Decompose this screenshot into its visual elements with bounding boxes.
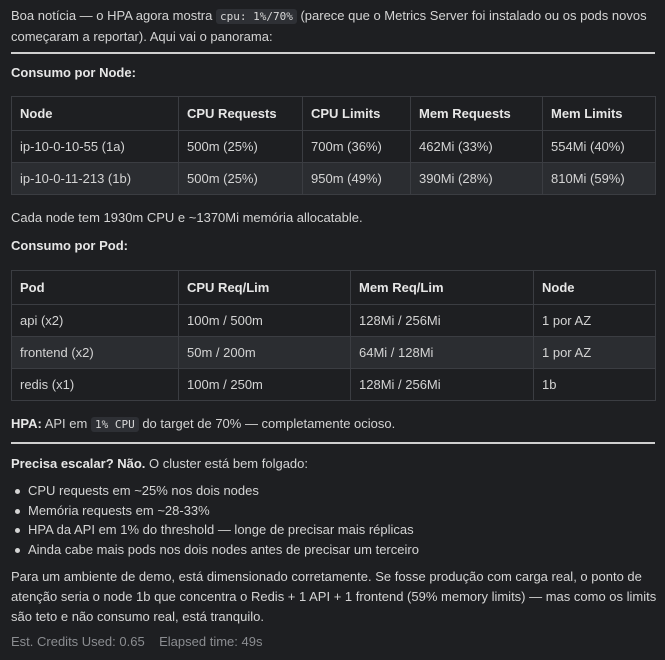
table-cell: api (x2) [12, 305, 179, 337]
scale-bullets [12, 481, 656, 559]
usage-footer [11, 632, 262, 652]
scale-question-bold: Precisa escalar? Não. [11, 456, 146, 471]
nodes-col-header: Mem Limits [543, 97, 656, 131]
nodes-col-header: Node [12, 97, 179, 131]
nodes-col-header: Mem Requests [411, 97, 543, 131]
hpa-status [11, 414, 395, 435]
list-item: CPU requests em ~25% nos dois nodes [12, 481, 656, 501]
table-cell: 100m / 250m [179, 369, 351, 401]
hpa-after: do target de 70% — completamente ocioso. [138, 416, 396, 431]
table-cell: ip-10-0-11-213 (1b) [12, 163, 179, 195]
conclusion-line2: atenção seria o node 1b que concentra o Redis + 1 API + 1 frontend (59% memory limits) — mas como os limits [11, 589, 657, 604]
table-cell: 1b [534, 369, 656, 401]
pods-table-header [12, 271, 656, 305]
table-cell: redis (x1) [12, 369, 179, 401]
conclusion-line1: Para um ambiente de demo, está dimensionado corretamente. Se fosse produção com carga real, o ponto de [11, 569, 642, 584]
allocatable-note: Cada node tem 1930m CPU e ~1370Mi memória allocatable. [11, 210, 363, 225]
nodes-col-header: CPU Requests [179, 97, 303, 131]
table-cell: 500m (25%) [179, 131, 303, 163]
intro-before: Boa notícia — o HPA agora mostra [11, 8, 216, 23]
intro-after: (parece que o Metrics Server foi instalado ou os pods novos [296, 8, 647, 23]
nodes-col-header: CPU Limits [303, 97, 411, 131]
divider-middle [11, 442, 655, 444]
table-cell: 128Mi / 256Mi [351, 305, 534, 337]
table-cell: 500m (25%) [179, 163, 303, 195]
table-row [12, 337, 656, 369]
conclusion-line3: são teto e não consumo real, está tranquilo. [11, 609, 264, 624]
list-item: HPA da API em 1% do threshold — longe de precisar mais réplicas [12, 520, 656, 540]
elapsed-time: Elapsed time: 49s [159, 634, 263, 649]
table-cell: frontend (x2) [12, 337, 179, 369]
table-cell: 950m (49%) [303, 163, 411, 195]
table-cell: 128Mi / 256Mi [351, 369, 534, 401]
pods-col-header: Mem Req/Lim [351, 271, 534, 305]
table-cell: 390Mi (28%) [411, 163, 543, 195]
intro-text [11, 6, 655, 47]
pods-col-header: CPU Req/Lim [179, 271, 351, 305]
table-row [12, 131, 656, 163]
conclusion-text [11, 567, 661, 627]
nodes-table [11, 96, 656, 195]
table-cell: ip-10-0-10-55 (1a) [12, 131, 179, 163]
pods-heading: Consumo por Pod: [11, 238, 128, 253]
table-cell: 64Mi / 128Mi [351, 337, 534, 369]
hpa-cpu-code: 1% CPU [91, 417, 139, 432]
pods-table [11, 270, 656, 401]
table-cell: 462Mi (33%) [411, 131, 543, 163]
table-cell: 1 por AZ [534, 305, 656, 337]
hpa-label: HPA: [11, 416, 42, 431]
table-cell: 810Mi (59%) [543, 163, 656, 195]
table-cell: 700m (36%) [303, 131, 411, 163]
table-row [12, 305, 656, 337]
table-cell: 50m / 200m [179, 337, 351, 369]
list-item: Ainda cabe mais pods nos dois nodes antes de precisar um terceiro [12, 540, 656, 560]
table-row [12, 369, 656, 401]
nodes-table-header [12, 97, 656, 131]
table-cell: 554Mi (40%) [543, 131, 656, 163]
scale-question [11, 454, 308, 474]
hpa-metric-code: cpu: 1%/70% [216, 9, 297, 24]
hpa-before: API em [41, 416, 91, 431]
table-cell: 1 por AZ [534, 337, 656, 369]
list-item: Memória requests em ~28-33% [12, 501, 656, 521]
table-row [12, 163, 656, 195]
nodes-heading: Consumo por Node: [11, 65, 136, 80]
table-cell: 100m / 500m [179, 305, 351, 337]
credits-used: Est. Credits Used: 0.65 [11, 634, 145, 649]
intro-line2: começaram a reportar). Aqui vai o panorama: [11, 29, 273, 44]
pods-col-header: Pod [12, 271, 179, 305]
pods-col-header: Node [534, 271, 656, 305]
scale-answer: O cluster está bem folgado: [145, 456, 309, 471]
divider-top [11, 52, 655, 54]
